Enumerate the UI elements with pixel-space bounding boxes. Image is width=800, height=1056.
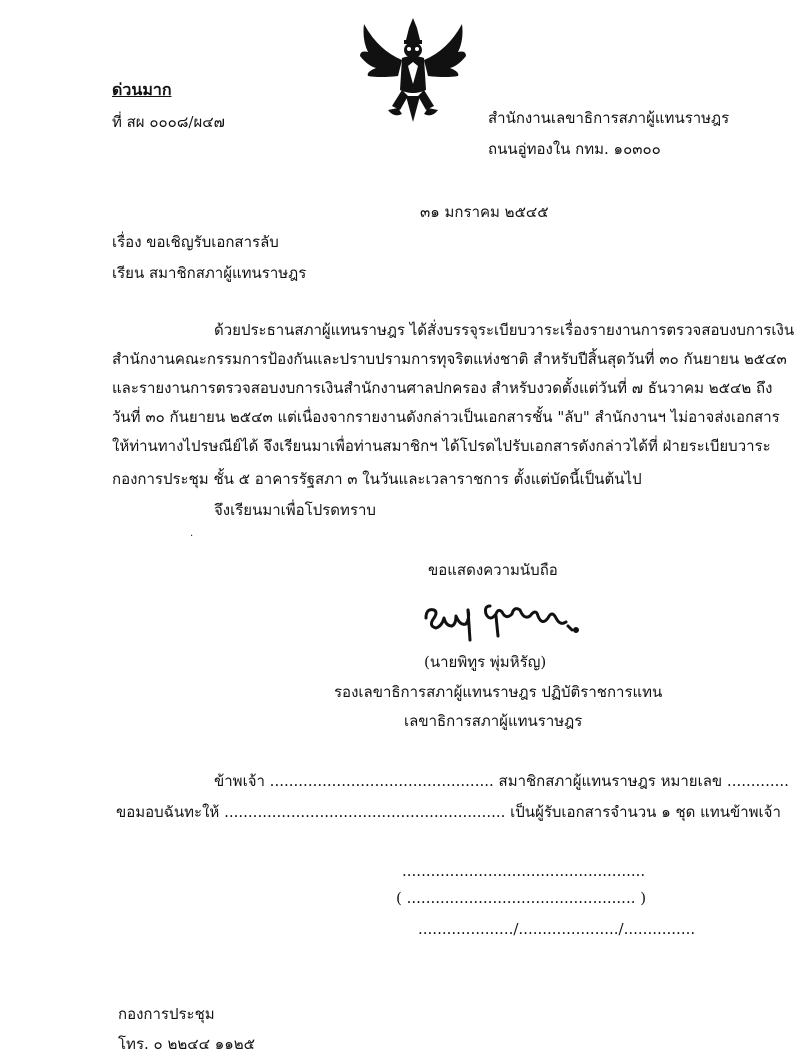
form-signature-line: ...................................................: [402, 862, 646, 880]
urgency-label: ด่วนมาก: [112, 80, 172, 99]
footer-phone: โทร. ๐ ๒๒๔๔ ๑๑๒๕: [118, 1035, 255, 1053]
body-line: วันที่ ๓๐ กันยายน ๒๕๔๓ แต่เนื่องจากรายงานดังกล่าวเป็นเอกสารชั้น "ลับ" สำนักงานฯ ไม่อาจส่งเอกสาร: [112, 408, 780, 426]
addressee-line: เรียน สมาชิกสภาผู้แทนราษฎร: [112, 264, 307, 282]
body-line: ด้วยประธานสภาผู้แทนราษฎร ได้สั่งบรรจุระเบียบวาระเรื่องรายงานการตรวจสอบงบการเงิน: [214, 321, 795, 339]
form-line-member: ข้าพเจ้า ............................................... สมาชิกสภาผู้แทนราษฎร หมายเลข .............: [214, 772, 789, 790]
handwritten-signature: [420, 596, 580, 642]
signer-position-secondary: เลขาธิการสภาผู้แทนราษฎร: [404, 712, 583, 730]
garuda-emblem: [358, 10, 468, 128]
office-address: ถนนอู่ทองใน กทม. ๑๐๓๐๐: [488, 140, 661, 158]
regards-line: ขอแสดงความนับถือ: [428, 561, 558, 579]
reference-number: ที่ สผ ๐๐๐๘/ผ๔๗: [112, 113, 225, 131]
letter-date: ๓๑ มกราคม ๒๕๔๕: [420, 203, 549, 221]
form-name-line: ( ................................................ ): [396, 889, 647, 907]
signer-name: (นายพิทูร พุ่มหิรัญ): [424, 653, 547, 671]
body-line: ให้ท่านทางไปรษณีย์ได้ จึงเรียนมาเพื่อท่านสมาชิกฯ ได้โปรดไปรับเอกสารดังกล่าวได้ที่ ฝ่ายระเบียบวาระ: [112, 437, 771, 455]
body-line: สำนักงานคณะกรรมการป้องกันและปราบปรามการทุจริตแห่งชาติ สำหรับปีสิ้นสุดวันที่ ๓๐ กันยายน ๒๕๔๓: [112, 350, 787, 368]
office-name: สำนักงานเลขาธิการสภาผู้แทนราษฎร: [488, 109, 730, 127]
form-date-line: ..................../...................../...............: [418, 920, 696, 938]
body-line: และรายงานการตรวจสอบงบการเงินสำนักงานศาลปกครอง สำหรับงวดตั้งแต่วันที่ ๗ ธันวาคม ๒๕๔๒ ถึง: [112, 379, 773, 397]
form-line-proxy: ขอมอบฉันทะให้ ........................................................... เป็นผู้รับเอกสารจำนวน ๑ ชุด แทนข้าพเจ้า: [116, 803, 781, 821]
subject-line: เรื่อง ขอเชิญรับเอกสารลับ: [112, 233, 279, 251]
closing-line: จึงเรียนมาเพื่อโปรดทราบ: [214, 501, 376, 519]
footer-department: กองการประชุม: [118, 1005, 215, 1023]
signer-position: รองเลขาธิการสภาผู้แทนราษฎร ปฏิบัติราชการแทน: [334, 683, 663, 701]
body-line: กองการประชุม ชั้น ๕ อาคารรัฐสภา ๓ ในวันและเวลาราชการ ตั้งแต่บัดนี้เป็นต้นไป: [112, 470, 642, 488]
stray-mark: .: [190, 528, 194, 539]
